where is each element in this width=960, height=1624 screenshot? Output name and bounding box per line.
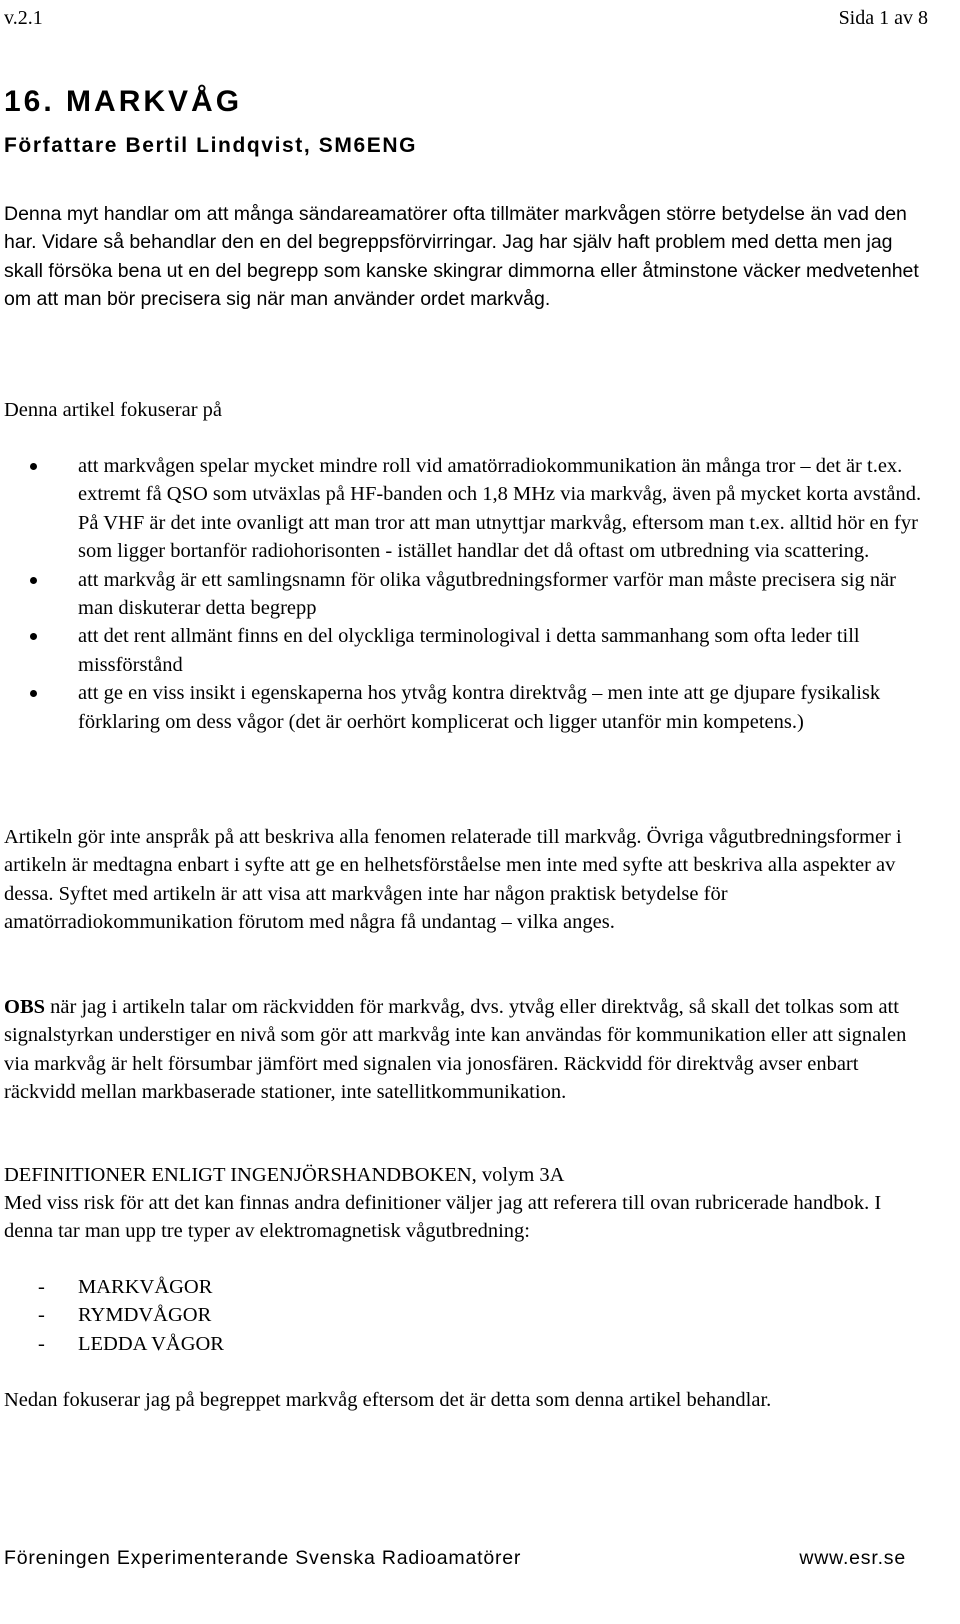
dash-icon: - [38, 1332, 45, 1355]
dash-icon: - [38, 1276, 45, 1298]
bullet-icon [30, 463, 37, 470]
bullet-text: att markvåg är ett samlingsnamn för olika vågutbredningsformer varför man måste precisera sig när man diskuterar detta begrepp [78, 568, 897, 620]
obs-paragraph [4, 993, 934, 1107]
obs-text: när jag i artikeln talar om räckvidden för markvåg, dvs. ytvåg eller direktvåg, så skall det tolkas som att signalstyrkan understiger en nivå som gör att markvåg inte kan användas för kommunikation eller att signalen via markvåg är helt försumbar jämfört med signalen via jonosfären. Räckvidd för direktvåg avser enbart räckvidd mellan markbaserade stationer, inte satellitkommunikation. [4, 996, 907, 1104]
definitions-heading: DEFINITIONER ENLIGT INGENJÖRSHANDBOKEN, volym 3A [4, 1164, 565, 1186]
bullet-icon [30, 633, 37, 640]
article-author: Författare Bertil Lindqvist, SM6ENG [4, 134, 418, 157]
wave-type-item [4, 1273, 224, 1301]
wave-type-list [4, 1273, 224, 1358]
bullet-icon [30, 577, 37, 584]
footer-url: www.esr.se [799, 1547, 906, 1569]
dash-icon: - [38, 1304, 45, 1327]
bullet-text: att ge en viss insikt i egenskaperna hos ytvåg kontra direktvåg – men inte att ge djupare fysikalisk förklaring om dess vågor (det är oerhört komplicerat och ligger utanför min kompetens.) [78, 682, 881, 733]
focus-lead: Denna artikel fokuserar på [4, 399, 222, 421]
intro-paragraph: Denna myt handlar om att många sändareamatörer ofta tillmäter markvågen större betydelse än vad den har. Vidare så behandlar den en del begreppsförvirringar. Jag har själv haft problem med detta men jag skall försöka bena ut en del begrepp som kanske skingrar dimmorna eller åtminstone väcker medvetenhet om att man bör precisera sig när man använder ordet markvåg. [4, 203, 919, 311]
document-version: v.2.1 [4, 7, 43, 29]
scope-paragraph: Artikeln gör inte anspråk på att beskriva alla fenomen relaterade till markvåg. Övriga vågutbredningsformer i artikeln är medtagna enbart i syfte att ge en helhetsförståelse men inte med syfte att beskriva alla aspekter av dessa. Syftet med artikeln är att visa att markvågen inte har någon praktisk betydelse för amatörradiokommunikation förutom med några få undantag – vilka anges. [4, 826, 902, 934]
focus-bullet-list [4, 452, 934, 736]
bullet-text: att markvågen spelar mycket mindre roll vid amatörradiokommunikation än många tror – det är t.ex. extremt få QSO som utväxlas på HF-banden och 1,8 MHz via markvåg, även på mycket korta avstånd. På VHF är det inte ovanligt att man tror att man utnyttjar markvåg, eftersom man t.ex. alltid hör en fyr som ligger bortanför radiohorisonten - istället handlar det då oftast om utbredning via scattering. [78, 455, 922, 563]
definitions-text: Med viss risk för att det kan finnas andra definitioner väljer jag att referera till ovan rubricerade handbok. I denna tar man upp tre typer av elektromagnetisk vågutbredning: [4, 1192, 882, 1243]
bullet-item [4, 452, 934, 566]
bullet-text: att det rent allmänt finns en del olyckliga terminologival i detta sammanhang som ofta leder till missförstånd [78, 625, 860, 676]
obs-label: OBS [4, 996, 46, 1018]
closing-paragraph: Nedan fokuserar jag på begreppet markvåg eftersom det är detta som denna artikel behandlar. [4, 1389, 772, 1411]
wave-type-item [4, 1330, 224, 1358]
bullet-icon [30, 690, 37, 697]
article-title: 16. MARKVÅG [4, 85, 243, 118]
bullet-item [4, 566, 934, 623]
bullet-item [4, 622, 934, 679]
wave-type-label: RYMDVÅGOR [78, 1304, 212, 1327]
wave-type-label: MARKVÅGOR [78, 1276, 213, 1298]
bullet-item [4, 679, 934, 736]
page-number: Sida 1 av 8 [838, 7, 928, 29]
wave-type-item [4, 1301, 224, 1329]
footer-organization: Föreningen Experimenterande Svenska Radioamatörer [4, 1547, 522, 1569]
wave-type-label: LEDDA VÅGOR [78, 1332, 224, 1355]
